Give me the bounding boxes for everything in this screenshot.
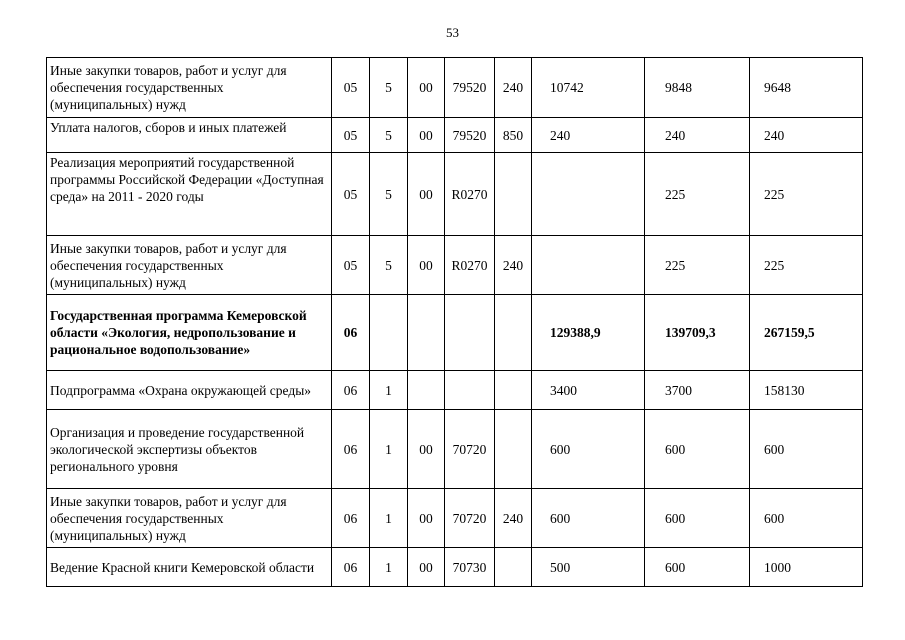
target-article-code: 70720 bbox=[445, 410, 495, 489]
target-article-code: 79520 bbox=[445, 58, 495, 118]
section-code: 05 bbox=[332, 236, 370, 295]
subprogram-code: 00 bbox=[408, 410, 445, 489]
table-row bbox=[47, 548, 863, 587]
amount-year-2: 3700 bbox=[645, 371, 750, 410]
subprogram-code: 00 bbox=[408, 153, 445, 236]
expense-type-code bbox=[495, 371, 532, 410]
amount-year-1: 600 bbox=[532, 410, 645, 489]
row-name: Иные закупки товаров, работ и услуг для обеспечения государственных (муниципальных) нужд bbox=[47, 58, 332, 118]
amount-year-1: 3400 bbox=[532, 371, 645, 410]
subsection-code bbox=[370, 295, 408, 371]
expense-type-code bbox=[495, 410, 532, 489]
budget-table bbox=[46, 57, 863, 587]
section-code: 06 bbox=[332, 410, 370, 489]
amount-year-2: 225 bbox=[645, 153, 750, 236]
expense-type-code bbox=[495, 153, 532, 236]
table-row bbox=[47, 410, 863, 489]
amount-year-1: 600 bbox=[532, 489, 645, 548]
table-row bbox=[47, 371, 863, 410]
section-code: 06 bbox=[332, 371, 370, 410]
amount-year-2: 9848 bbox=[645, 58, 750, 118]
subsection-code: 1 bbox=[370, 371, 408, 410]
expense-type-code bbox=[495, 548, 532, 587]
amount-year-2: 600 bbox=[645, 489, 750, 548]
amount-year-3: 600 bbox=[750, 410, 863, 489]
section-code: 06 bbox=[332, 295, 370, 371]
amount-year-2: 600 bbox=[645, 548, 750, 587]
subsection-code: 5 bbox=[370, 153, 408, 236]
subsection-code: 5 bbox=[370, 118, 408, 153]
subsection-code: 5 bbox=[370, 58, 408, 118]
target-article-code: R0270 bbox=[445, 153, 495, 236]
expense-type-code: 240 bbox=[495, 58, 532, 118]
amount-year-3: 600 bbox=[750, 489, 863, 548]
expense-type-code: 850 bbox=[495, 118, 532, 153]
table-row bbox=[47, 295, 863, 371]
target-article-code: R0270 bbox=[445, 236, 495, 295]
target-article-code bbox=[445, 371, 495, 410]
amount-year-1: 10742 bbox=[532, 58, 645, 118]
target-article-code: 70720 bbox=[445, 489, 495, 548]
amount-year-3: 158130 bbox=[750, 371, 863, 410]
amount-year-1 bbox=[532, 153, 645, 236]
table-row bbox=[47, 489, 863, 548]
section-code: 05 bbox=[332, 58, 370, 118]
subprogram-code bbox=[408, 371, 445, 410]
row-name: Организация и проведение государственной экологической экспертизы объектов регионального уровня bbox=[47, 410, 332, 489]
table-row bbox=[47, 58, 863, 118]
target-article-code: 79520 bbox=[445, 118, 495, 153]
amount-year-3: 240 bbox=[750, 118, 863, 153]
row-name: Подпрограмма «Охрана окружающей среды» bbox=[47, 371, 332, 410]
row-name: Реализация мероприятий государственной программы Российской Федерации «Доступная среда» на 2011 - 2020 годы bbox=[47, 153, 332, 236]
expense-type-code: 240 bbox=[495, 489, 532, 548]
subprogram-code: 00 bbox=[408, 236, 445, 295]
amount-year-2: 139709,3 bbox=[645, 295, 750, 371]
subsection-code: 1 bbox=[370, 410, 408, 489]
expense-type-code: 240 bbox=[495, 236, 532, 295]
subsection-code: 1 bbox=[370, 489, 408, 548]
amount-year-2: 225 bbox=[645, 236, 750, 295]
amount-year-1 bbox=[532, 236, 645, 295]
row-name: Иные закупки товаров, работ и услуг для обеспечения государственных (муниципальных) нужд bbox=[47, 489, 332, 548]
section-code: 06 bbox=[332, 548, 370, 587]
row-name: Государственная программа Кемеровской области «Экология, недропользование и рациональное водопользование» bbox=[47, 295, 332, 371]
page-number: 53 bbox=[446, 25, 459, 40]
amount-year-2: 240 bbox=[645, 118, 750, 153]
subprogram-code: 00 bbox=[408, 489, 445, 548]
table-row bbox=[47, 236, 863, 295]
amount-year-3: 225 bbox=[750, 236, 863, 295]
subsection-code: 1 bbox=[370, 548, 408, 587]
amount-year-3: 9648 bbox=[750, 58, 863, 118]
subprogram-code bbox=[408, 295, 445, 371]
subprogram-code: 00 bbox=[408, 58, 445, 118]
amount-year-3: 1000 bbox=[750, 548, 863, 587]
row-name: Уплата налогов, сборов и иных платежей bbox=[47, 118, 332, 153]
section-code: 05 bbox=[332, 118, 370, 153]
amount-year-1: 240 bbox=[532, 118, 645, 153]
row-name: Ведение Красной книги Кемеровской области bbox=[47, 548, 332, 587]
target-article-code bbox=[445, 295, 495, 371]
section-code: 05 bbox=[332, 153, 370, 236]
expense-type-code bbox=[495, 295, 532, 371]
subprogram-code: 00 bbox=[408, 118, 445, 153]
target-article-code: 70730 bbox=[445, 548, 495, 587]
row-name: Иные закупки товаров, работ и услуг для обеспечения государственных (муниципальных) нужд bbox=[47, 236, 332, 295]
subsection-code: 5 bbox=[370, 236, 408, 295]
amount-year-3: 225 bbox=[750, 153, 863, 236]
table-row bbox=[47, 153, 863, 236]
subprogram-code: 00 bbox=[408, 548, 445, 587]
amount-year-1: 129388,9 bbox=[532, 295, 645, 371]
amount-year-2: 600 bbox=[645, 410, 750, 489]
amount-year-1: 500 bbox=[532, 548, 645, 587]
amount-year-3: 267159,5 bbox=[750, 295, 863, 371]
section-code: 06 bbox=[332, 489, 370, 548]
table-row bbox=[47, 118, 863, 153]
